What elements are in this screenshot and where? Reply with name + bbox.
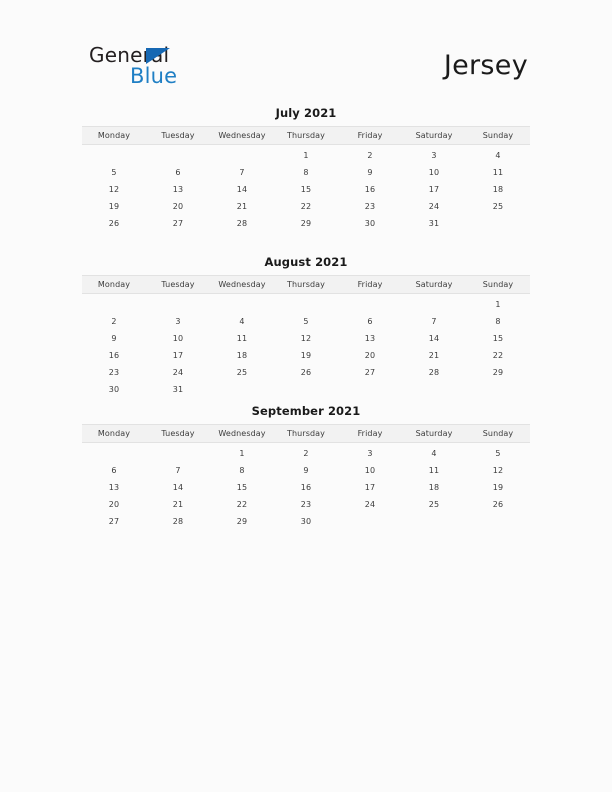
day-cell[interactable]: 9 <box>303 466 309 475</box>
day-cell[interactable]: 10 <box>428 168 440 177</box>
day-cell[interactable]: 16 <box>364 185 376 194</box>
day-cell[interactable]: 2 <box>367 151 373 160</box>
day-cell[interactable]: 3 <box>367 449 373 458</box>
day-cell[interactable]: 26 <box>108 219 120 228</box>
month-block-july <box>82 106 530 232</box>
calendar-table <box>82 424 530 530</box>
weekday-header-sunday: Sunday <box>466 425 530 443</box>
weekday-header-wednesday: Wednesday <box>210 276 274 294</box>
day-cell[interactable]: 19 <box>108 202 120 211</box>
triangle-icon <box>146 48 170 64</box>
day-cell-empty <box>210 294 274 314</box>
week-row <box>82 381 530 398</box>
day-cell[interactable]: 5 <box>111 168 117 177</box>
weekday-header-wednesday: Wednesday <box>210 425 274 443</box>
day-cell[interactable]: 2 <box>111 317 117 326</box>
day-cell[interactable]: 12 <box>492 466 504 475</box>
month-title: September 2021 <box>251 404 361 418</box>
day-cell[interactable]: 10 <box>364 466 376 475</box>
day-cell[interactable]: 6 <box>111 466 117 475</box>
weekday-header-monday: Monday <box>82 425 146 443</box>
day-cell[interactable]: 13 <box>172 185 184 194</box>
day-cell[interactable]: 23 <box>364 202 376 211</box>
day-cell[interactable]: 9 <box>111 334 117 343</box>
weekday-header-friday: Friday <box>338 127 402 145</box>
day-cell-empty <box>146 294 210 314</box>
day-cell[interactable]: 18 <box>492 185 504 194</box>
weekday-header-saturday: Saturday <box>402 276 466 294</box>
day-cell[interactable]: 24 <box>428 202 440 211</box>
day-cell[interactable]: 28 <box>236 219 248 228</box>
week-row <box>82 330 530 347</box>
day-cell[interactable]: 3 <box>175 317 181 326</box>
weekday-header-row <box>82 425 530 443</box>
day-cell[interactable]: 31 <box>172 385 184 394</box>
day-cell[interactable]: 4 <box>431 449 437 458</box>
day-cell[interactable]: 23 <box>300 500 312 509</box>
day-cell[interactable]: 26 <box>300 368 312 377</box>
weekday-header-saturday: Saturday <box>402 425 466 443</box>
weekday-header-saturday: Saturday <box>402 127 466 145</box>
day-cell[interactable]: 11 <box>428 466 440 475</box>
day-cell-empty <box>210 145 274 165</box>
weekday-header-friday: Friday <box>338 425 402 443</box>
day-cell[interactable]: 7 <box>431 317 437 326</box>
day-cell[interactable]: 30 <box>108 385 120 394</box>
day-cell[interactable]: 22 <box>236 500 248 509</box>
day-cell[interactable]: 21 <box>236 202 248 211</box>
day-cell-empty <box>210 381 274 398</box>
page-header <box>0 0 612 100</box>
day-cell[interactable]: 5 <box>303 317 309 326</box>
calendar-table <box>82 126 530 232</box>
calendar-table <box>82 275 530 398</box>
day-cell[interactable]: 6 <box>175 168 181 177</box>
week-row <box>82 513 530 530</box>
calendar-body <box>82 294 530 399</box>
weekday-header-thursday: Thursday <box>274 127 338 145</box>
weekday-header-sunday: Sunday <box>466 276 530 294</box>
logo-word-blue: Blue <box>130 64 178 88</box>
day-cell[interactable]: 25 <box>428 500 440 509</box>
calendar-body <box>82 443 530 531</box>
day-cell[interactable]: 17 <box>172 351 184 360</box>
weekday-header-monday: Monday <box>82 127 146 145</box>
day-cell[interactable]: 13 <box>108 483 120 492</box>
day-cell-empty <box>146 145 210 165</box>
day-cell[interactable]: 12 <box>108 185 120 194</box>
month-block-september <box>82 404 530 530</box>
day-cell[interactable]: 21 <box>172 500 184 509</box>
day-cell[interactable]: 29 <box>300 219 312 228</box>
day-cell[interactable]: 10 <box>172 334 184 343</box>
day-cell-empty <box>338 513 402 530</box>
day-cell[interactable]: 5 <box>495 449 501 458</box>
day-cell[interactable]: 8 <box>239 466 245 475</box>
week-row <box>82 198 530 215</box>
day-cell-empty <box>466 215 530 232</box>
week-row <box>82 364 530 381</box>
weekday-header-tuesday: Tuesday <box>146 276 210 294</box>
day-cell-empty <box>146 443 210 463</box>
weekday-header-friday: Friday <box>338 276 402 294</box>
weekday-header-wednesday: Wednesday <box>210 127 274 145</box>
weekday-header-row <box>82 276 530 294</box>
weekday-header-thursday: Thursday <box>274 425 338 443</box>
weekday-header-thursday: Thursday <box>274 276 338 294</box>
weekday-header-monday: Monday <box>82 276 146 294</box>
day-cell[interactable]: 27 <box>108 517 120 526</box>
day-cell[interactable]: 22 <box>300 202 312 211</box>
week-row <box>82 313 530 330</box>
day-cell[interactable]: 13 <box>364 334 376 343</box>
day-cell-empty <box>402 381 466 398</box>
day-cell-empty <box>274 381 338 398</box>
day-cell[interactable]: 19 <box>492 483 504 492</box>
day-cell[interactable]: 18 <box>236 351 248 360</box>
week-row <box>82 347 530 364</box>
general-blue-logo <box>89 44 289 92</box>
day-cell-empty <box>338 294 402 314</box>
week-row <box>82 181 530 198</box>
day-cell[interactable]: 6 <box>367 317 373 326</box>
day-cell-empty <box>402 294 466 314</box>
week-row <box>82 462 530 479</box>
day-cell[interactable]: 3 <box>431 151 437 160</box>
weekday-header-sunday: Sunday <box>466 127 530 145</box>
day-cell[interactable]: 20 <box>364 351 376 360</box>
day-cell[interactable]: 30 <box>300 517 312 526</box>
day-cell-empty <box>82 294 146 314</box>
day-cell-empty <box>274 294 338 314</box>
day-cell[interactable]: 27 <box>172 219 184 228</box>
day-cell[interactable]: 1 <box>239 449 245 458</box>
day-cell[interactable]: 17 <box>428 185 440 194</box>
logo-word-general: General <box>89 43 170 67</box>
day-cell[interactable]: 20 <box>172 202 184 211</box>
day-cell[interactable]: 15 <box>300 185 312 194</box>
day-cell[interactable]: 30 <box>364 219 376 228</box>
day-cell[interactable]: 14 <box>236 185 248 194</box>
day-cell[interactable]: 4 <box>239 317 245 326</box>
page-title: Jersey <box>443 50 528 81</box>
day-cell[interactable]: 21 <box>428 351 440 360</box>
day-cell[interactable]: 28 <box>172 517 184 526</box>
day-cell[interactable]: 23 <box>108 368 120 377</box>
month-block-august <box>82 255 530 398</box>
day-cell[interactable]: 8 <box>495 317 501 326</box>
day-cell[interactable]: 28 <box>428 368 440 377</box>
week-row <box>82 294 530 314</box>
week-row <box>82 215 530 232</box>
day-cell[interactable]: 15 <box>492 334 504 343</box>
weekday-header-row <box>82 127 530 145</box>
day-cell[interactable]: 25 <box>236 368 248 377</box>
day-cell[interactable]: 24 <box>364 500 376 509</box>
day-cell[interactable]: 14 <box>172 483 184 492</box>
day-cell[interactable]: 29 <box>492 368 504 377</box>
weekday-header-tuesday: Tuesday <box>146 127 210 145</box>
day-cell[interactable]: 26 <box>492 500 504 509</box>
day-cell-empty <box>402 513 466 530</box>
month-title: August 2021 <box>264 255 348 269</box>
day-cell[interactable]: 2 <box>303 449 309 458</box>
day-cell-empty <box>82 443 146 463</box>
day-cell[interactable]: 8 <box>303 168 309 177</box>
day-cell[interactable]: 12 <box>300 334 312 343</box>
day-cell[interactable]: 31 <box>428 219 440 228</box>
day-cell[interactable]: 20 <box>108 500 120 509</box>
day-cell-empty <box>338 381 402 398</box>
day-cell[interactable]: 11 <box>492 168 504 177</box>
day-cell[interactable]: 16 <box>108 351 120 360</box>
day-cell[interactable]: 7 <box>175 466 181 475</box>
day-cell[interactable]: 25 <box>492 202 504 211</box>
day-cell[interactable]: 11 <box>236 334 248 343</box>
day-cell[interactable]: 1 <box>303 151 309 160</box>
calendar-body <box>82 145 530 233</box>
day-cell[interactable]: 7 <box>239 168 245 177</box>
day-cell[interactable]: 14 <box>428 334 440 343</box>
day-cell-empty <box>82 145 146 165</box>
month-title: July 2021 <box>275 106 337 120</box>
day-cell[interactable]: 22 <box>492 351 504 360</box>
day-cell[interactable]: 17 <box>364 483 376 492</box>
day-cell[interactable]: 1 <box>495 300 501 309</box>
week-row <box>82 443 530 463</box>
week-row <box>82 479 530 496</box>
week-row <box>82 145 530 165</box>
day-cell[interactable]: 27 <box>364 368 376 377</box>
weekday-header-tuesday: Tuesday <box>146 425 210 443</box>
day-cell[interactable]: 24 <box>172 368 184 377</box>
day-cell[interactable]: 29 <box>236 517 248 526</box>
day-cell-empty <box>466 513 530 530</box>
week-row <box>82 496 530 513</box>
day-cell-empty <box>466 381 530 398</box>
day-cell[interactable]: 9 <box>367 168 373 177</box>
day-cell[interactable]: 19 <box>300 351 312 360</box>
day-cell[interactable]: 15 <box>236 483 248 492</box>
day-cell[interactable]: 4 <box>495 151 501 160</box>
day-cell[interactable]: 18 <box>428 483 440 492</box>
day-cell[interactable]: 16 <box>300 483 312 492</box>
week-row <box>82 164 530 181</box>
